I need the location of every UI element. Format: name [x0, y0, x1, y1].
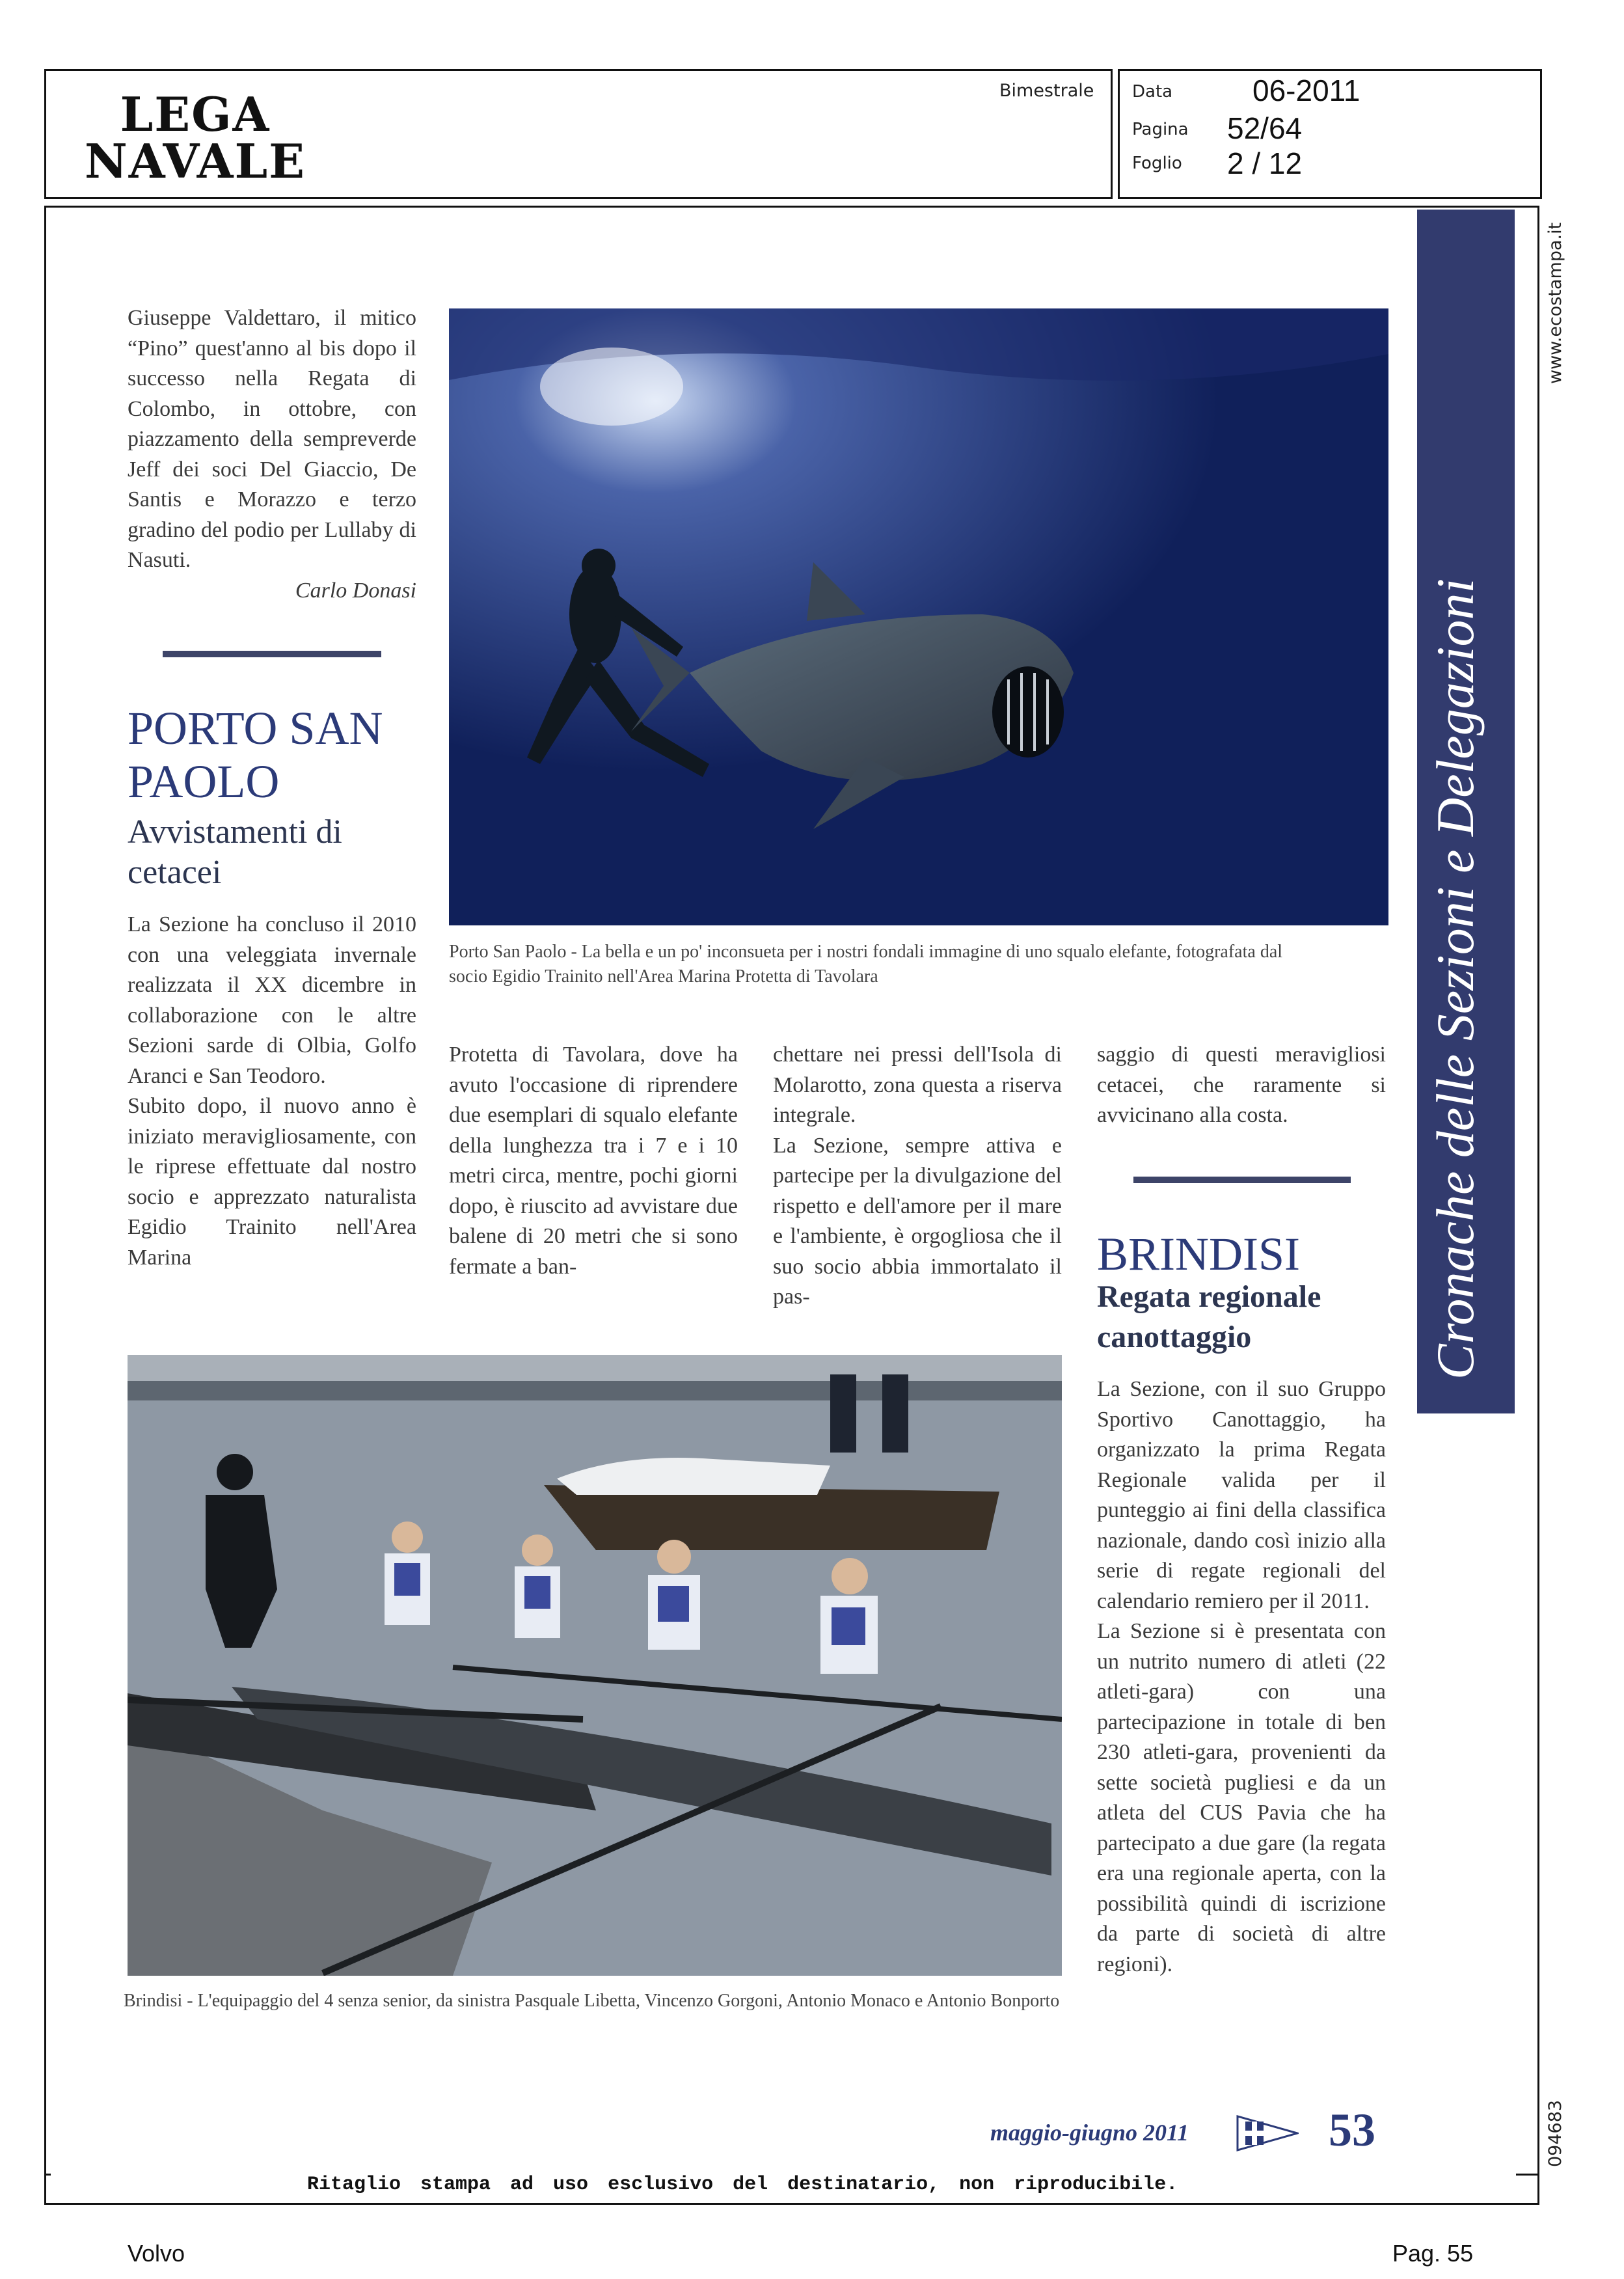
intro-text	[128, 303, 416, 606]
intro-paragraph: Giuseppe Valdettaro, il mitico “Pino” quest'anno al bis dopo il successo nella Regata di Colombo, in ottobre, con piazzamento della sempreverde Jeff dei soci Del Giaccio, De Santis e Morazzo e terzo gradino del podio per Lullaby di Nasuti.	[128, 306, 416, 572]
article1-col3-p2: La Sezione, sempre attiva e partecipe per la divulgazione del rispetto e dell'amore per il mare e l'ambiente, è orgogliosa che il suo socio abbia immortalato il pas-	[773, 1133, 1062, 1309]
intro-author: Carlo Donasi	[295, 578, 416, 603]
press-notice: Ritaglio stampa ad uso esclusivo del destinatario, non riproducibile.	[307, 2174, 1178, 2196]
sheet-label: Foglio	[1132, 154, 1182, 173]
rowing-photo-svg	[128, 1355, 1062, 1976]
footer-left-label: Volvo	[128, 2240, 185, 2267]
divider-rule-2	[1133, 1177, 1351, 1183]
article1-subtitle: Avvistamenti di cetacei	[128, 813, 342, 891]
article1-col1-p1: La Sezione ha concluso il 2010 con una veleggiata invernale realizzata il XX dicembre in collaborazione con le altre Sezioni sarde di Olbia, Golfo Aranci e San Teodoro.	[128, 912, 416, 1088]
shark-photo-svg	[449, 308, 1388, 925]
article2-p1: La Sezione, con il suo Gruppo Sportivo Canottaggio, ha organizzato la prima Regata Regionale valida per il punteggio ai fini della classifica nazionale, dando così inizio alla serie di regate regionali del calendario remiero per il 2011.	[1097, 1377, 1386, 1613]
lega-navale-flag-icon	[1236, 2114, 1299, 2153]
article1-col1-p2: Subito dopo, il nuovo anno è iniziato meravigliosamente, con le riprese effettuate dal nostro socio e apprezzato naturalista Egidio Trainito nell'Area Marina	[128, 1094, 416, 1270]
logo	[72, 87, 319, 189]
article1-col4: saggio di questi meravigliosi cetacei, che raramente si avvicinano alla costa.	[1097, 1043, 1386, 1127]
page-label: Pagina	[1132, 120, 1189, 139]
article2-photo-caption: Brindisi - L'equipaggio del 4 senza senior, da sinistra Pasquale Libetta, Vincenzo Gorgoni, Antonio Monaco e Antonio Bonporto	[124, 1991, 1060, 2011]
bottom-divider-right	[1516, 2174, 1539, 2176]
page-number: 53	[1329, 2104, 1375, 2156]
article2-subtitle: Regata regionale canottaggio	[1097, 1279, 1321, 1354]
article1-col1	[128, 910, 416, 1273]
shark-photo	[449, 308, 1388, 925]
article1-col2: Protetta di Tavolara, dove ha avuto l'occasione di riprendere due esemplari di squalo elefante della lunghezza tra i 7 e i 10 metri circa, mentre, pochi giorni dopo, è riuscito ad avvistare due balene di 20 metri che si sono fermate a ban-	[449, 1043, 738, 1279]
page-value: 52/64	[1227, 111, 1303, 145]
logo-line1: LEGA	[120, 87, 271, 142]
footer-right-label: Pag. 55	[1392, 2240, 1474, 2267]
issue-label: maggio-giugno 2011	[990, 2120, 1189, 2146]
date-value: 06-2011	[1252, 74, 1360, 107]
periodicity: Bimestrale	[999, 81, 1094, 101]
article2-title: BRINDISI	[1097, 1228, 1301, 1280]
article1-photo-caption: Porto San Paolo - La bella e un po' inconsueta per i nostri fondali immagine di uno squalo elefante, fotografata dal socio Egidio Trainito nell'Area Marina Protetta di Tavolara	[449, 942, 1283, 987]
date-label: Data	[1132, 82, 1173, 102]
rowing-photo	[128, 1355, 1062, 1976]
article1-col3-p1: chettare nei pressi dell'Isola di Molarotto, zona questa a riserva integrale.	[773, 1043, 1062, 1127]
article1-title: PORTO SAN PAOLO	[128, 702, 383, 808]
article2-p2: La Sezione si è presentata con un nutrito numero di atleti (22 atleti-gara) con una partecipazione in totale di ben 230 atleti-gara, provenienti da sette società pugliesi e da un atleta del CUS Pavia che ha partecipato a due gare (la regata era una regionale aperta, con la possibilità quindi di iscrizione da parte di società di altre regioni).	[1097, 1619, 1386, 1976]
divider-rule-1	[163, 651, 381, 657]
article2-text	[1097, 1374, 1386, 1980]
bottom-divider-left	[44, 2174, 51, 2176]
sheet-value: 2 / 12	[1227, 146, 1303, 180]
article1-col3	[773, 1040, 1062, 1313]
logo-line2: NAVALE	[84, 133, 306, 189]
